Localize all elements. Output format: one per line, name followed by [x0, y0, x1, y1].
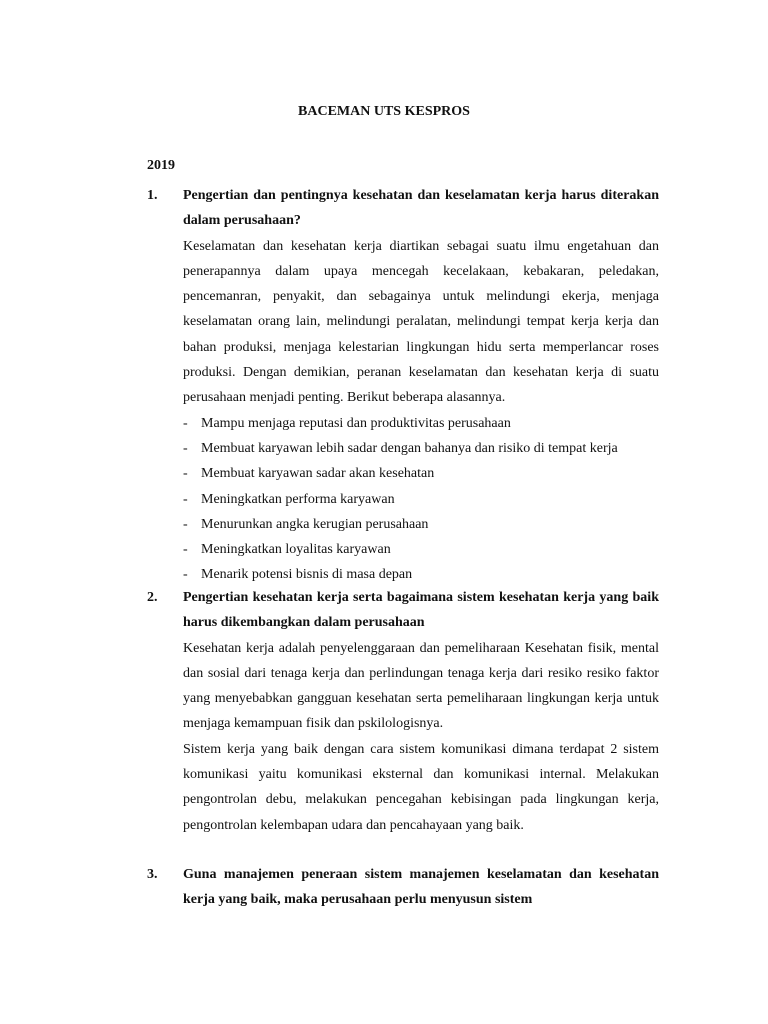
question-text: Pengertian dan pentingnya kesehatan dan keselamatan kerja harus diterakan dalam perusahaan? [183, 188, 659, 229]
question-number: 1. [147, 188, 158, 203]
list-item-text: Menurunkan angka kerugian perusahaan [201, 516, 429, 532]
bullet-dash: - [183, 491, 188, 507]
list-item [183, 537, 659, 562]
list-item [183, 562, 659, 587]
list-item [183, 436, 659, 461]
list-item-text: Membuat karyawan sadar akan kesehatan [201, 466, 435, 482]
bullet-dash: - [183, 415, 188, 431]
answer-paragraph: Keselamatan dan kesehatan kerja diartikan sebagai suatu ilmu engetahuan dan penerapannya dalam upaya mencegah kecelakaan, kebakaran, peledakan, pencemanran, penyakit, dan sebagainya untuk melindungi ekerja, menjaga keselamatan orang lain, melindungi peralatan, melindungi tempat kerja kerja dan bahan produksi, menjaga kelestarian lingkungan hidu serta memperlancar roses produksi. Dengan demikian, peranan keselamatan dan kesehatan kerja di suatu perusahaan menjadi penting. Berikut beberapa alasannya. [183, 238, 659, 406]
question-body [183, 183, 659, 588]
bullet-dash: - [183, 567, 188, 583]
question-number: 3. [147, 867, 158, 882]
question-number: 2. [147, 590, 158, 605]
list-item-text: Membuat karyawan lebih sadar dengan bahanya dan risiko di tempat kerja [201, 440, 618, 456]
list-item [183, 512, 659, 537]
question-body [183, 585, 659, 838]
question-text: Pengertian kesehatan kerja serta bagaimana sistem kesehatan kerja yang baik harus dikembangkan dalam perusahaan [183, 590, 659, 631]
list-item-text: Meningkatkan loyalitas karyawan [201, 542, 391, 558]
list-item [183, 411, 659, 436]
list-item-text: Mampu menjaga reputasi dan produktivitas perusahaan [201, 415, 511, 431]
answer-paragraph: Kesehatan kerja adalah penyelenggaraan dan pemeliharaan Kesehatan fisik, mental dan sosial dari tenaga kerja dan perlindungan tenaga kerja dari resiko resiko faktor yang menyebabkan gangguan kesehatan serta pemeliharaan lingkungan kerja untuk menjaga kemampuan fisik dan pskilologisnya. [183, 640, 659, 732]
document-title: BACEMAN UTS KESPROS [298, 104, 470, 119]
bullet-dash: - [183, 542, 188, 558]
list-item [183, 461, 659, 486]
question-text: Guna manajemen peneraan sistem manajemen keselamatan dan kesehatan kerja yang baik, maka perusahaan perlu menyusun sistem [183, 867, 659, 908]
bullet-dash: - [183, 440, 188, 456]
list-item-text: Meningkatkan performa karyawan [201, 491, 395, 507]
bullet-dash: - [183, 516, 188, 532]
year-heading: 2019 [147, 158, 175, 173]
reasons-list [183, 411, 659, 588]
bullet-dash: - [183, 466, 188, 482]
list-item [183, 487, 659, 512]
list-item-text: Menarik potensi bisnis di masa depan [201, 567, 413, 583]
answer-paragraph: Sistem kerja yang baik dengan cara sistem komunikasi dimana terdapat 2 sistem komunikasi yaitu komunikasi eksternal dan komunikasi internal. Melakukan pengontrolan debu, melakukan pencegahan kebisingan pada lingkungan kerja, pengontrolan kelembapan udara dan pencahayaan yang baik. [183, 741, 659, 833]
question-body [183, 862, 659, 913]
